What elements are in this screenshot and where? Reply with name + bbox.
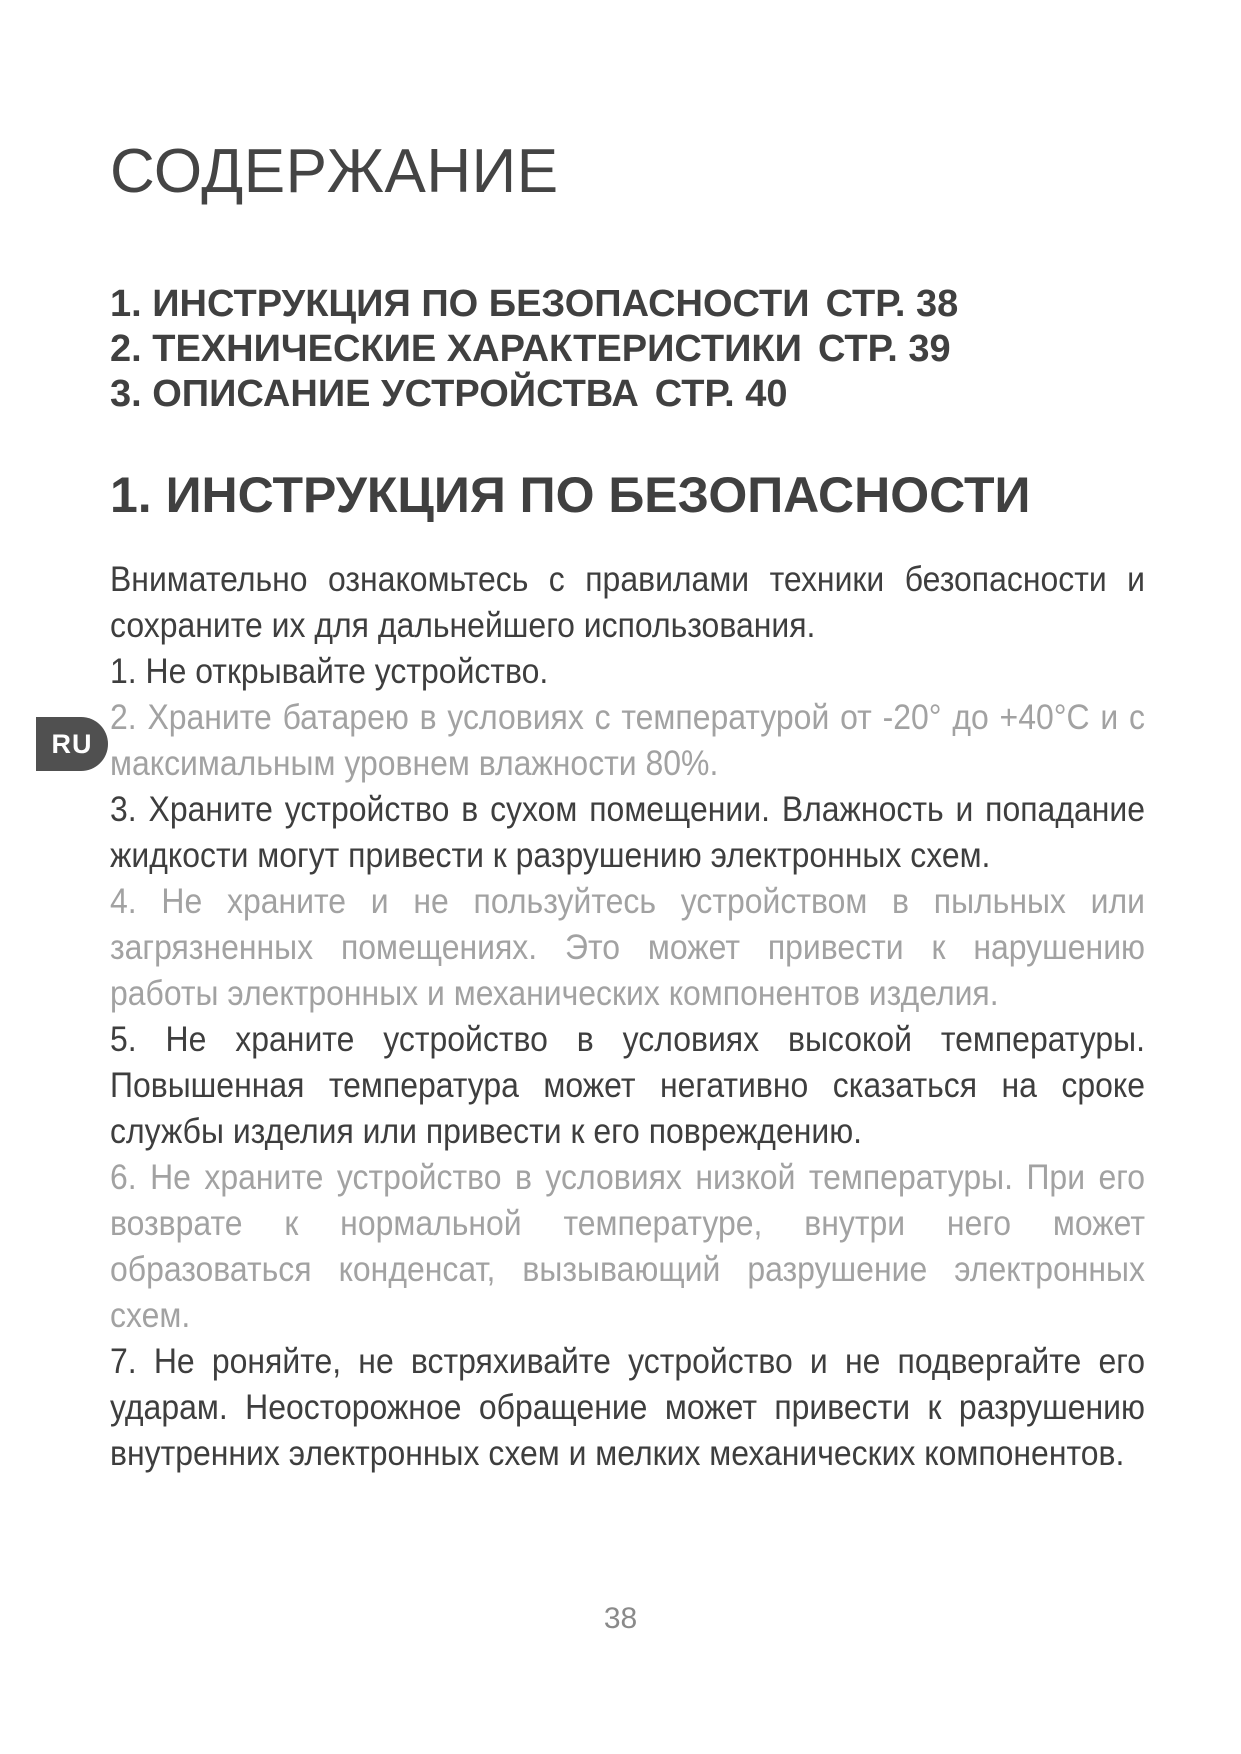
instruction-item: 3. Храните устройство в сухом помещении. Влажность и попадание жидкости могут привести к разрушению электронных схем. [110,789,1145,875]
section-heading: 1. ИНСТРУКЦИЯ ПО БЕЗОПАСНОСТИ [110,467,1031,523]
toc-item-text: 2. ТЕХНИЧЕСКИЕ ХАРАКТЕРИСТИКИ [110,328,802,370]
table-of-contents [110,282,958,417]
instruction-item: 4. Не храните и не пользуйтесь устройством в пыльных или загрязненных помещениях. Это может привести к нарушению работы электронных и механических компонентов изделия. [110,881,1145,1013]
instruction-item: 7. Не роняйте, не встряхивайте устройство и не подвергайте его ударам. Неосторожное обращение может привести к разрушению внутренних электронных схем и мелких механических компонентов. [110,1341,1145,1473]
toc-item [110,372,958,417]
toc-item [110,282,958,327]
instruction-item: 2. Храните батарею в условиях с температурой от -20° до +40°С и с максимальным уровнем влажности 80%. [110,697,1145,783]
toc-item-text: 3. ОПИСАНИЕ УСТРОЙСТВА [110,373,639,415]
instruction-item: 5. Не храните устройство в условиях высокой температуры. Повышенная температура может негативно сказаться на сроке службы изделия или привести к его повреждению. [110,1019,1145,1151]
toc-item [110,327,958,372]
instruction-item: 1. Не открывайте устройство. [110,651,549,691]
toc-item-page: СТР. 39 [817,328,951,370]
language-tab: RU [36,717,108,771]
intro-paragraph: Внимательно ознакомьтесь с правилами техники безопасности и сохраните их для дальнейшего использования. [110,559,1145,645]
page-title: СОДЕРЖАНИЕ [110,137,559,206]
safety-instructions [110,556,1145,1476]
toc-item-text: 1. ИНСТРУКЦИЯ ПО БЕЗОПАСНОСТИ [110,283,810,325]
toc-item-page: СТР. 38 [825,283,959,325]
instruction-item: 6. Не храните устройство в условиях низкой температуры. При его возврате к нормальной температуре, внутри него может образоваться конденсат, вызывающий разрушение электронных схем. [110,1157,1145,1335]
toc-item-page: СТР. 40 [654,373,788,415]
page-number: 38 [603,1602,638,1635]
